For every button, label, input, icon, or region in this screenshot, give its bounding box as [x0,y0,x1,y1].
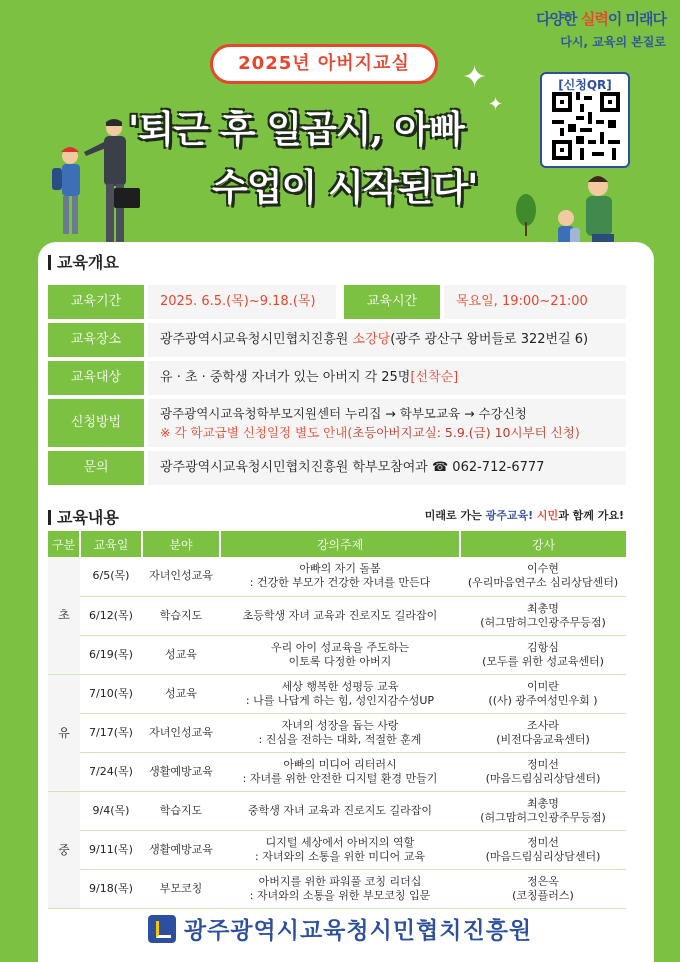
headline-line2: 수업이 시작된다' [212,165,478,209]
group-cell: 초 [48,557,80,674]
overview-row-contact [48,451,626,485]
date-cell: 6/12(목) [80,596,142,635]
lecturer-name: 김항심 [527,640,559,654]
table-header-row [48,531,626,557]
topic-line2: : 나를 나답게 하는 힘, 성인지감수성UP [245,693,435,707]
slogan-line2: 다시, 교육의 본질로 [560,35,666,49]
lecturer-cell [460,752,626,791]
date-cell: 6/5(목) [80,557,142,596]
topic-line1: 아버지를 위한 파워풀 코칭 리더십 [258,874,422,888]
date-cell: 7/10(목) [80,674,142,713]
lecturer-org: (비전다움교육센터) [496,732,590,746]
header-lecturer: 강사 [460,531,626,557]
table-row [48,791,626,830]
lecturer-cell [460,713,626,752]
table-row [48,557,626,596]
period-label: 교육기간 [48,285,144,319]
topic-line2: : 자녀와의 소통을 위한 미디어 교육 [255,849,425,863]
topic-line1: 초등학생 자녀 교육과 진로지도 길라잡이 [242,608,438,622]
field-cell: 자녀인성교육 [142,713,220,752]
field-cell: 생활예방교육 [142,752,220,791]
father-son-illustration [48,118,158,256]
header-date: 교육일 [80,531,142,557]
lecturer-org: (코칭플러스) [512,888,574,902]
topic-line1: 아빠의 자기 돌봄 [299,562,381,576]
org-logo-icon [148,915,176,943]
lecturer-cell [460,674,626,713]
lecturer-org: (마음드림심리상담센터) [485,771,601,785]
lecturer-org: (마음드림심리상담센터) [485,849,601,863]
lecturer-cell [460,791,626,830]
overview-row-apply [48,399,626,447]
apply-line2: ※ 각 학교급별 신청일정 별도 안내(초등아버지교실: 5.9.(금) 10시부터 신청) [160,425,580,440]
lecturer-cell [460,557,626,596]
apply-label: 신청방법 [48,399,144,447]
topic-cell [220,596,460,635]
headline [128,100,528,216]
date-cell: 7/17(목) [80,713,142,752]
lecturer-name: 정미선 [527,757,559,771]
target-label: 교육대상 [48,361,144,395]
contact-value: 광주광역시교육청시민협치진흥원 학부모참여과 ☎ 062-712-6777 [148,451,626,485]
topic-cell [220,869,460,908]
lecturer-org: (허그맘허그인광주무등점) [480,810,606,824]
topic-line1: 아빠의 미디어 리터러시 [283,757,397,771]
lecturer-name: 조사라 [527,718,559,732]
sparkle-icon: ✦ [488,94,504,115]
topic-cell [220,830,460,869]
lecturer-org: ((사) 광주여성민우회 ) [488,693,598,707]
period-value: 2025. 6.5.(목)~9.18.(목) [148,285,336,319]
time-label: 교육시간 [344,285,440,319]
field-cell: 학습지도 [142,791,220,830]
topic-cell [220,635,460,674]
overview-section-title: 교육개요 [48,250,119,273]
lecturer-name: 이수현 [527,562,559,576]
date-cell: 6/19(목) [80,635,142,674]
slogan [536,8,666,50]
lecturer-name: 정미선 [527,835,559,849]
qr-code-box[interactable] [540,72,630,168]
topic-cell [220,557,460,596]
topic-line2: : 건강한 부모가 건강한 자녀를 만든다 [249,576,431,590]
field-cell: 성교육 [142,674,220,713]
lecturer-org: (모두를 위한 성교육센터) [482,654,604,668]
topic-cell [220,713,460,752]
footer-org-name: 광주광역시교육청시민협치진흥원 [183,918,533,944]
time-value: 목요일, 19:00~21:00 [444,285,626,319]
topic-line1: 자녀의 성장을 돕는 사랑 [281,718,399,732]
lecturer-org: (허그맘허그인광주무등점) [480,615,606,629]
topic-cell [220,674,460,713]
contact-label: 문의 [48,451,144,485]
lecturer-cell [460,596,626,635]
lecturer-name: 정은옥 [527,874,559,888]
apply-line1: 광주광역시교육청학부모지원센터 누리집 → 학부모교육 → 수강신청 [160,406,527,421]
topic-cell [220,752,460,791]
place-label: 교육장소 [48,323,144,357]
lecturer-name: 최총명 [527,796,559,810]
date-cell: 9/18(목) [80,869,142,908]
lecturer-cell [460,869,626,908]
lecturer-name: 이미란 [527,679,559,693]
overview-row-target [48,361,626,395]
field-cell: 부모코칭 [142,869,220,908]
table-row [48,830,626,869]
table-row [48,752,626,791]
lecturer-cell [460,830,626,869]
motto: 미래로 가는 광주교육! 시민과 함께 가요! [424,509,624,522]
table-row [48,869,626,908]
footer [0,912,680,962]
content-section-title: 교육내용 [48,505,119,528]
header-field: 분야 [142,531,220,557]
headline-line1: '퇴근 후 일곱시, 아빠 [128,107,464,151]
topic-line1: 세상 행복한 성평등 교육 [281,679,399,693]
table-row [48,713,626,752]
overview-row-period [48,285,626,319]
schedule-table [48,531,626,909]
date-cell: 9/11(목) [80,830,142,869]
slogan-line1: 다양한 실력이 미래다 [536,10,666,28]
date-cell: 9/4(목) [80,791,142,830]
topic-line1: 디지털 세상에서 아버지의 역할 [265,835,415,849]
topic-line1: 우리 아이 성교육을 주도하는 [270,640,409,654]
table-row [48,596,626,635]
table-row [48,635,626,674]
field-cell: 성교육 [142,635,220,674]
apply-value [148,399,626,447]
qr-label: [신청QR] [558,78,612,92]
field-cell: 학습지도 [142,596,220,635]
lecturer-cell [460,635,626,674]
table-row [48,674,626,713]
qr-code-icon [552,92,620,160]
topic-cell [220,791,460,830]
topic-line2: : 진심을 전하는 대화, 적절한 훈계 [258,732,422,746]
program-badge: 2025년 아버지교실 [210,44,438,84]
lecturer-org: (우리마음연구소 심리상담센터) [467,576,619,590]
date-cell: 7/24(목) [80,752,142,791]
topic-line2: : 자녀를 위한 안전한 디지털 환경 만들기 [242,771,438,785]
header-topic: 강의주제 [220,531,460,557]
field-cell: 생활예방교육 [142,830,220,869]
target-value: 유 · 초 · 중학생 자녀가 있는 아버지 각 25명[선착순] [148,361,626,395]
group-cell: 중 [48,791,80,908]
topic-line2: : 자녀와의 소통을 위한 부모코칭 입문 [249,888,431,902]
field-cell: 자녀인성교육 [142,557,220,596]
place-value: 광주광역시교육청시민협치진흥원 소강당(광주 광산구 왕버들로 322번길 6) [148,323,626,357]
topic-line2: 이토록 다정한 아버지 [288,654,392,668]
overview-row-place [48,323,626,357]
topic-line1: 중학생 자녀 교육과 진로지도 길라잡이 [247,803,432,817]
lecturer-name: 최총명 [527,601,559,615]
header-group: 구분 [48,531,80,557]
sparkle-icon: ✦ [462,60,488,95]
group-cell: 유 [48,674,80,791]
